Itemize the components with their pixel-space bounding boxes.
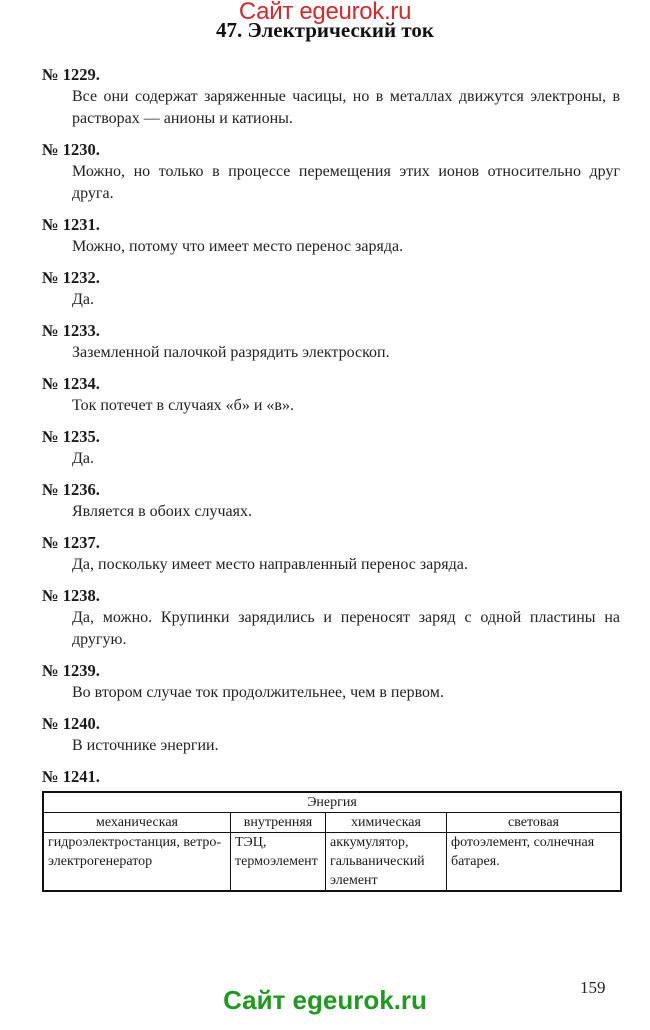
task-1239 <box>42 660 620 704</box>
task-answer: Заземленной палочкой разрядить электроскоп. <box>72 344 390 361</box>
task-answer: Является в обоих случаях. <box>72 503 252 520</box>
cell-light: фотоэлемент, солнечная батарея. <box>447 833 622 892</box>
task-number: № 1230. <box>42 140 100 159</box>
task-1233 <box>42 320 620 364</box>
cell-mechanical: гидроэлектростанция, ветро-электрогенератор <box>43 833 231 892</box>
task-answer: Ток потечет в случаях «б» и «в». <box>72 397 294 414</box>
column-chemical: химическая <box>326 813 447 833</box>
column-light: световая <box>447 813 622 833</box>
task-answer: Да. <box>72 450 95 467</box>
column-internal: внутренняя <box>231 813 326 833</box>
page-title: 47. Электрический ток <box>216 18 434 42</box>
watermark-bottom: Сайт egeurok.ru <box>223 985 427 1015</box>
task-answer: Да, можно. Крупинки зарядились и переносят заряд с одной пластины на другую. <box>72 609 620 648</box>
page-number: 159 <box>580 978 606 997</box>
task-1232 <box>42 267 620 311</box>
task-number: № 1229. <box>42 65 100 84</box>
task-number: № 1240. <box>42 714 100 733</box>
task-number: № 1234. <box>42 374 100 393</box>
task-1241 <box>42 766 620 892</box>
cell-chemical: аккумулятор, гальванический элемент <box>326 833 447 892</box>
task-number: № 1241. <box>42 767 100 786</box>
table-header: Энергия <box>43 792 621 813</box>
task-1238 <box>42 585 620 651</box>
task-answer: Можно, потому что имеет место перенос заряда. <box>72 238 404 255</box>
task-answer: Во втором случае ток продолжительнее, чем в первом. <box>72 684 444 701</box>
column-mechanical: механическая <box>43 813 231 833</box>
task-number: № 1231. <box>42 215 100 234</box>
task-answer: Все они содержат заряженные часицы, но в металлах движутся электроны, в растворах — анионы и катионы. <box>72 88 620 127</box>
task-answer: Да, поскольку имеет место направленный перенос заряда. <box>72 556 468 573</box>
task-number: № 1237. <box>42 533 100 552</box>
task-number: № 1239. <box>42 661 100 680</box>
task-1235 <box>42 426 620 470</box>
task-1237 <box>42 532 620 576</box>
task-1230 <box>42 139 620 205</box>
task-number: № 1235. <box>42 427 100 446</box>
task-1236 <box>42 479 620 523</box>
answers-list <box>42 64 620 892</box>
watermark-top: Сайт egeurok.ru <box>238 0 412 25</box>
task-number: № 1233. <box>42 321 100 340</box>
task-1229 <box>42 64 620 130</box>
task-number: № 1236. <box>42 480 100 499</box>
energy-table <box>42 791 622 892</box>
task-answer: В источнике энергии. <box>72 737 219 754</box>
task-answer: Да. <box>72 291 95 308</box>
task-1231 <box>42 214 620 258</box>
task-number: № 1232. <box>42 268 100 287</box>
task-1240 <box>42 713 620 757</box>
cell-internal: ТЭЦ, термоэлемент <box>231 833 326 892</box>
task-1234 <box>42 373 620 417</box>
task-answer: Можно, но только в процессе перемещения этих ионов относительно друг друга. <box>72 163 620 202</box>
task-number: № 1238. <box>42 586 100 605</box>
